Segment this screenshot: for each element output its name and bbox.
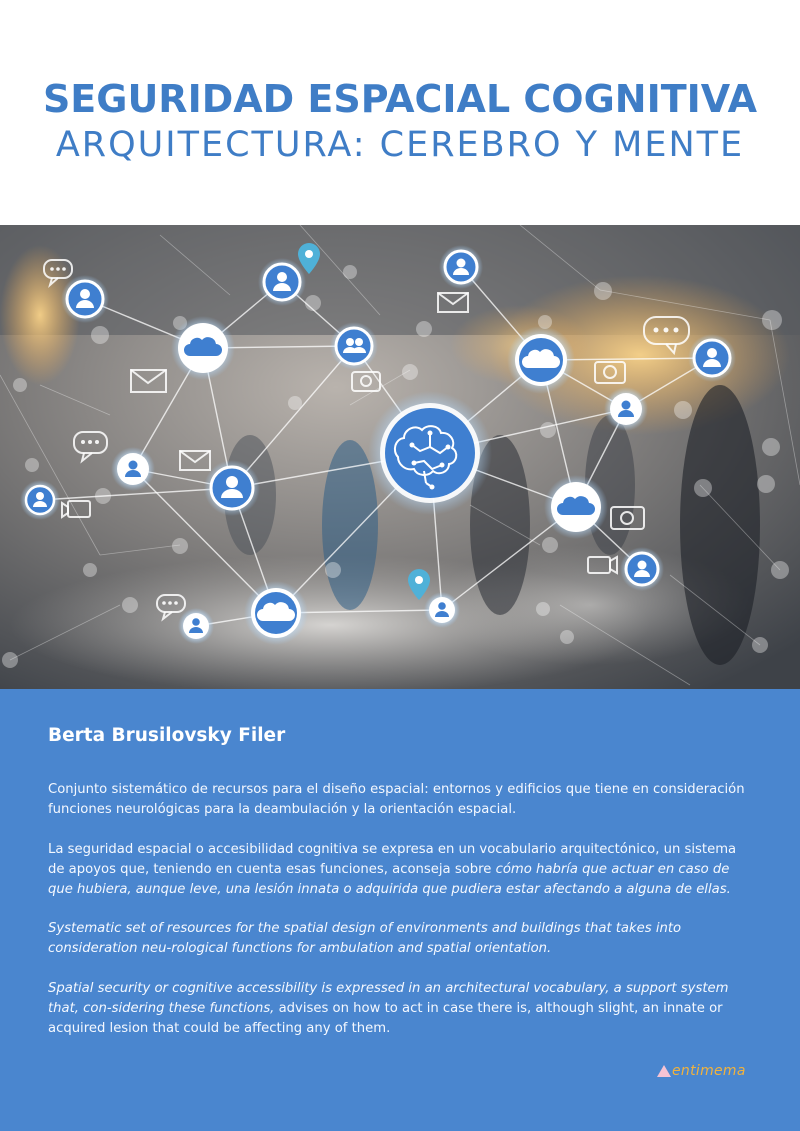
user-node bbox=[688, 334, 736, 382]
publisher-logo bbox=[657, 1061, 746, 1081]
cloud-node bbox=[507, 326, 575, 394]
group-node bbox=[330, 322, 378, 370]
user-node bbox=[604, 387, 648, 431]
title-block bbox=[0, 0, 800, 225]
user-node bbox=[61, 275, 109, 323]
paragraph-en-2-italic: Spatial security or cognitive accessibility is expressed in an architectural vocabulary, a support system that, con-sidering these functions, bbox=[48, 981, 729, 1016]
paragraph-en-2-text: advises on how to act in case there is, although slight, an innate or acquired lesion that could be affecting any of them. bbox=[48, 1001, 723, 1036]
publisher-logo-text: entimema bbox=[672, 1063, 746, 1079]
user-node bbox=[424, 592, 460, 628]
user-node bbox=[20, 480, 60, 520]
paragraph-es-2 bbox=[48, 840, 754, 900]
user-node bbox=[111, 447, 155, 491]
network-illustration bbox=[0, 225, 800, 689]
paragraph-es-2-italic: cómo habría que actuar en caso de que hubiera, aunque leve, una lesión innata o adquirida que pudiera estar afectando a alguna de ellas. bbox=[48, 862, 731, 897]
page-title: SEGURIDAD ESPACIAL COGNITIVA bbox=[42, 77, 758, 121]
paragraph-en-1: Systematic set of resources for the spatial design of environments and buildings that takes into consideration neu-rological functions for ambulation and spatial orientation. bbox=[48, 921, 682, 956]
user-node bbox=[178, 608, 214, 644]
paragraph-es-2-text: La seguridad espacial o accesibilidad cognitiva se expresa en un vocabulario arquitectónico, un sistema de apoyos que, teniendo en cuenta esas funciones, aconseja sobre bbox=[48, 842, 737, 877]
brain-node bbox=[368, 391, 492, 515]
cloud-node bbox=[171, 316, 235, 380]
cloud-node bbox=[244, 581, 308, 645]
triangle-logo-icon bbox=[657, 1065, 671, 1077]
cover-image bbox=[0, 225, 800, 689]
text-panel bbox=[0, 689, 800, 1131]
user-node bbox=[204, 460, 260, 516]
user-node bbox=[258, 258, 306, 306]
page-subtitle: ARQUITECTURA: CEREBRO Y MENTE bbox=[55, 125, 745, 165]
user-node bbox=[620, 547, 664, 591]
cloud-node bbox=[544, 475, 608, 539]
paragraph-es-1: Conjunto sistemático de recursos para el diseño espacial: entornos y edificios que tiene en consideración funciones neurológicas para la deambulación y la orientación espacial. bbox=[48, 782, 745, 817]
user-node bbox=[439, 245, 483, 289]
paragraph-en-2 bbox=[48, 979, 754, 1039]
author-name: Berta Brusilovsky Filer bbox=[48, 725, 286, 746]
